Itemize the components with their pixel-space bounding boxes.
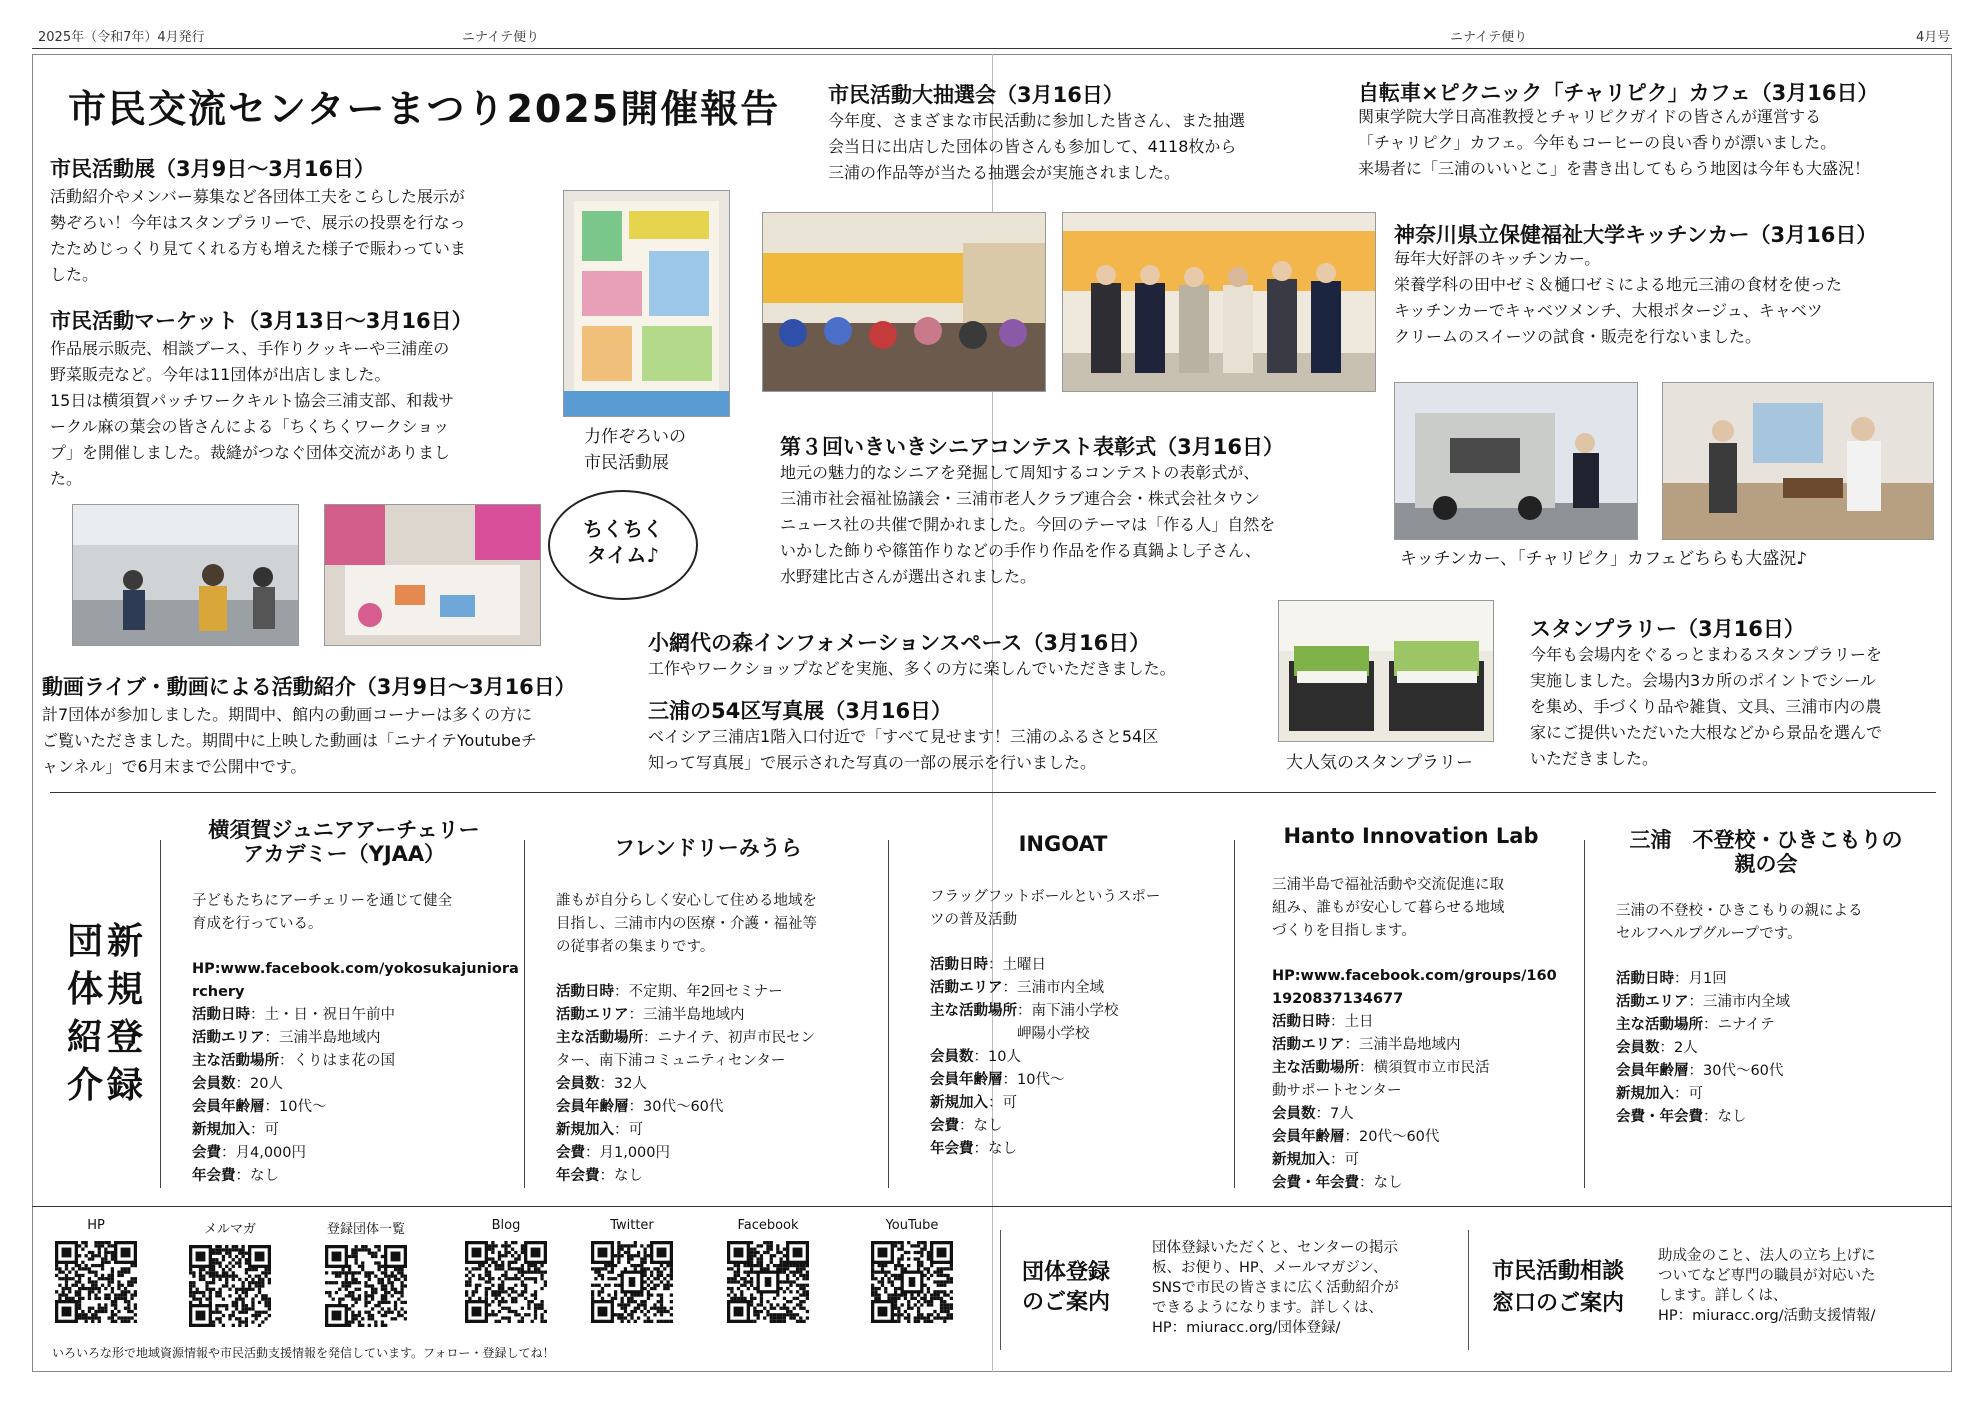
group-desc: フラッグフットボールというスポー ツの普及活動 [930,889,1161,928]
row-key: 会費 [556,1145,585,1161]
qr-item-facebook[interactable] [723,1218,813,1323]
row-val: ：月1,000円 [585,1145,671,1161]
group-divider-3 [888,840,889,1188]
row-val: ：20代〜60代 [1344,1129,1440,1145]
stamp-heading: スタンプラリー（3月16日） [1530,617,1805,641]
row-val: ：10人 [973,1049,1021,1065]
row-val: ：なし [1703,1109,1747,1125]
kitchen-body: 毎年大好評のキッチンカー。 栄養学科の田中ゼミ＆樋口ゼミによる地元三浦の食材を使った キッチンカーでキャベツメンチ、大根ポタージュ、キャベツ クリームのスイーツの試食・販売を行ないました。 [1394,249,1843,346]
register-guide-body: 団体登録いただくと、センターの掲示 板、お便り、HP、メールマガジン、 SNSで市民の皆さまに広く活動紹介が できるようになります。詳しくは、 HP：miuracc.org/団体登録/ [1152,1240,1399,1336]
group-desc: 誰もが自分らしく安心して住める地域を 目指し、三浦市内の医療・介護・福祉等 の従事者の集まりです。 [556,893,817,955]
qr-code-icon[interactable] [727,1241,809,1323]
market-photo-hall [72,504,299,646]
stamp-body: 今年も会場内をぐるっとまわるスタンプラリーを 実施しました。会場内3カ所のポイントでシール を集め、手づくり品や雑貨、文具、三浦市内の農 家にご提供いただいた大根などから景品を選んで いただきました。 [1530,645,1883,768]
group-hp: HP:www.facebook.com/groups/160 1920837134677 [1272,968,1557,1007]
group-name: 横須賀ジュニアアーチェリー アカデミー（YJAA） [208,818,480,866]
row-key: 活動エリア [1616,994,1689,1010]
row-val: ：三浦市内全域 [1688,994,1790,1010]
row-key: 会員年齢層 [930,1072,1003,1088]
group-name: Hanto Innovation Lab [1283,824,1539,848]
row-key: 主な活動場所 [1616,1017,1703,1033]
row-val: ：月1回 [1674,971,1727,987]
row-key: 会員年齢層 [192,1099,265,1115]
row-val: ：可 [1330,1152,1359,1168]
row-key: 会員数 [1272,1106,1316,1122]
exhibition-body: 活動紹介やメンバー募集など各団体工夫をこらした展示が 勢ぞろい！今年はスタンプラリーで、展示の投票を行なっ たためじっくり見てくれる方も増えた様子で賑わっていま した。 [50,187,466,284]
qr-label: Facebook [737,1218,799,1233]
kitchen-heading: 神奈川県立保健福祉大学キッチンカー（3月16日） [1394,223,1878,247]
charipic-cafe-photo [1662,382,1934,540]
row-val: ：ニナイテ [1703,1017,1775,1033]
qr-code-icon[interactable] [325,1245,407,1327]
row-key: 活動エリア [930,980,1003,996]
qr-label: 登録団体一覧 [326,1222,405,1237]
row-key: 新規加入 [930,1095,988,1111]
row-key: 活動エリア [556,1007,629,1023]
group-desc: 三浦半島で福祉活動や交流促進に取 組み、誰もが安心して暮らせる地域 づくりを目指します。 [1272,877,1505,939]
row-key: 新規加入 [1616,1086,1674,1102]
group-card-friendly-miura [536,836,880,1188]
issue-number: 4月号 [1916,30,1951,45]
row-key: 会員数 [192,1076,236,1092]
row-val: ：可 [250,1122,279,1138]
row-val: ：三浦半島地域内 [1344,1037,1461,1053]
newsletter-name-right: ニナイテ便り [1450,30,1528,45]
row-val: ：なし [973,1141,1017,1157]
charipic-body: 関東学院大学日高准教授とチャリピクガイドの皆さんが運営する 「チャリピク」カフェ。今年もコーヒーの良い香りが漂いました。 来場者に「三浦のいいとこ」を書き出してもらう地図は今年も大盛況！ [1358,107,1871,178]
row-val: ：10代〜 [1002,1072,1065,1088]
senior-award-photo [1062,212,1376,392]
row-key: 主な活動場所 [556,1030,643,1046]
row-val: ：土日 [1330,1014,1374,1030]
row-val: ：ニナイテ、初声市民セン ター、南下浦コミュニティセンター [556,1030,815,1069]
senior-body: 地元の魅力的なシニアを発掘して周知するコンテストの表彰式が、 三浦市社会福祉協議会・三浦市老人クラブ連合会・株式会社タウン ニュース社の共催で開かれました。今回のテーマは「作る人」自然を いかした飾りや篠笛作りなどの手作り作品を作る真鍋よし子さん、 水野建比古さんが選出されました。 [780,463,1276,586]
qr-item-twitter[interactable] [587,1218,677,1323]
row-val: ：なし [959,1118,1003,1134]
row-key: 会費・年会費 [1272,1175,1359,1191]
lottery-photo [762,212,1046,392]
row-val: ：横須賀市立市民活 動サポートセンター [1272,1060,1490,1099]
row-val: ：土曜日 [988,957,1046,973]
row-key: 活動エリア [1272,1037,1345,1053]
row-key: 新規加入 [1272,1152,1330,1168]
qr-label: HP [87,1218,105,1233]
page-title: 市民交流センターまつり2025開催報告 [68,87,781,131]
consult-guide-body: 助成金のこと、法人の立ち上げに ついてなど専門の職員が対応いた します。詳しくは、 HP：miuracc.org/活動支援情報/ [1658,1248,1876,1324]
row-key: 会員年齢層 [556,1099,629,1115]
market-body: 作品展示販売、相談ブース、手作りクッキーや三浦産の 野菜販売など。今年は11団体が出店しました。 15日は横須賀パッチワークキルト協会三浦支部、和裁サ ークル麻の葉会の皆さんによる「ちくちくワークショッ プ」を開催しました。裁縫がつなぐ団体交流がありまし た。 [50,339,455,488]
senior-heading: 第３回いきいきシニアコンテスト表彰式（3月16日） [780,435,1284,459]
row-val: ：土・日・祝日午前中 [250,1007,395,1023]
video-heading: 動画ライブ・動画による活動紹介（3月9日〜3月16日） [42,675,576,699]
lottery-body: 今年度、さまざまな市民活動に参加した皆さん、また抽選 会当日に出店した団体の皆さんも参加して、4118枚から 三浦の作品等が当たる抽選会が実施されました。 [828,111,1245,182]
row-key: 会員数 [930,1049,974,1065]
qr-code-icon[interactable] [465,1241,547,1323]
row-val: ：三浦半島地域内 [264,1030,381,1046]
row-key: 活動日時 [1616,971,1674,987]
group-name: フレンドリーみうら [614,836,802,860]
exhibition-caption: 力作ぞろいの 市民活動展 [584,427,686,473]
qr-item-blog[interactable] [461,1218,551,1323]
header-rule [32,48,1952,49]
row-val: ：不定期、年2回セミナー [614,984,783,1000]
row-key: 年会費 [192,1168,236,1184]
row-val: ：2人 [1659,1040,1698,1056]
qr-label: メルマガ [203,1222,256,1237]
row-val: ：くりはま花の国 [279,1053,395,1069]
group-divider-2 [524,840,525,1188]
stamp-rally-photo [1278,600,1494,742]
new-groups-label: 団新 体規 紹登 介録 [66,921,147,1106]
group-card-futoko-oya-no-kai [1596,828,1936,1129]
row-val: ：可 [614,1122,643,1138]
row-val: ：南下浦小学校 岬陽小学校 [1016,1003,1119,1042]
kitchen-car-photo [1394,382,1638,540]
qr-item-youtube[interactable] [867,1218,957,1323]
qr-code-icon[interactable] [55,1241,137,1323]
group-card-hanto-innovation-lab [1246,824,1576,1195]
row-key: 会費 [192,1145,221,1161]
row-key: 会員数 [556,1076,600,1092]
group-divider-4 [1234,840,1235,1188]
exhibition-heading: 市民活動展（3月9日〜3月16日） [50,157,376,181]
consult-guide-title: 市民活動相談 窓口のご案内 [1492,1259,1625,1316]
forest-body: 工作やワークショップなどを実施、多くの方に楽しんでいただきました。 [648,659,1176,678]
row-key: 活動日時 [1272,1014,1330,1030]
footer-divider-2 [1468,1230,1469,1350]
row-val: ：三浦市内全域 [1002,980,1104,996]
qr-code-icon[interactable] [189,1245,271,1327]
row-key: 活動日時 [192,1007,250,1023]
row-val: ：7人 [1315,1106,1354,1122]
follow-note: いろいろな形で地域資源情報や市民活動支援情報を発信しています。フォロー・登録してね！ [52,1346,555,1360]
issue-date: 2025年（令和7年）4月発行 [38,30,205,45]
photo54-heading: 三浦の54区写真展（3月16日） [648,699,953,723]
group-name: INGOAT [1018,832,1108,856]
row-key: 年会費 [556,1168,600,1184]
section-divider [50,792,1936,793]
row-key: 会員年齢層 [1616,1063,1689,1079]
row-val: ：30代〜60代 [628,1099,724,1115]
qr-label: YouTube [885,1218,939,1233]
qr-item-hp[interactable] [51,1218,141,1323]
row-key: 会員年齢層 [1272,1129,1345,1145]
row-val: ：可 [1674,1086,1703,1102]
qr-code-icon[interactable] [871,1241,953,1323]
qr-label: Blog [491,1218,521,1233]
qr-item-group-list[interactable] [321,1218,411,1327]
row-key: 年会費 [930,1141,974,1157]
register-guide-title: 団体登録 のご案内 [1022,1260,1111,1315]
row-val: ：10代〜 [264,1099,327,1115]
kitchen-caption: キッチンカー、「チャリピク」カフェどちらも大盛況♪ [1400,549,1808,569]
group-desc: 三浦の不登校・ひきこもりの親による セルフヘルプグループです。 [1616,903,1863,942]
row-val: ：三浦半島地域内 [628,1007,745,1023]
row-key: 新規加入 [556,1122,614,1138]
row-val: ：32人 [599,1076,647,1092]
qr-code-icon[interactable] [591,1241,673,1323]
row-key: 主な活動場所 [1272,1060,1359,1076]
group-name: 三浦 不登校・ひきこもりの 親の会 [1629,828,1903,876]
newsletter-name-left: ニナイテ便り [462,30,540,45]
row-key: 主な活動場所 [930,1003,1017,1019]
qr-item-mail-magazine[interactable] [185,1218,275,1327]
video-body: 計7団体が参加しました。期間中、館内の動画コーナーは多くの方に ご覧いただきました。期間中に上映した動画は「ニナイテYoutubeチ ャンネル」で6月末まで公開中です。 [42,705,537,776]
forest-heading: 小網代の森インフォメーションスペース（3月16日） [648,631,1151,655]
group-desc: 子どもたちにアーチェリーを通じて健全 育成を行っている。 [192,893,453,932]
row-key: 会費 [930,1118,959,1134]
row-val: ：20人 [235,1076,283,1092]
group-divider-1 [160,840,161,1188]
footer-divider-1 [1000,1230,1001,1350]
lottery-heading: 市民活動大抽選会（3月16日） [828,83,1124,107]
footer-rule [32,1206,1952,1207]
row-key: 会員数 [1616,1040,1660,1056]
group-card-yjaa [172,818,519,1188]
market-photo-workshop [324,504,541,646]
exhibition-photo [563,190,730,417]
group-card-ingoat [900,832,1226,1161]
row-key: 活動エリア [192,1030,265,1046]
group-divider-5 [1584,840,1585,1188]
row-val: ：なし [235,1168,279,1184]
row-val: ：月4,000円 [221,1145,307,1161]
charipic-heading: 自転車×ピクニック「チャリピク」カフェ（3月16日） [1358,81,1879,105]
stamp-rally-caption: 大人気のスタンプラリー [1286,753,1473,773]
row-key: 活動日時 [556,984,614,1000]
row-key: 新規加入 [192,1122,250,1138]
row-val: ：なし [599,1168,643,1184]
speech-bubble-text: ちくちく タイム♪ [583,517,663,567]
qr-code-row [52,1218,992,1338]
row-val: ：30代〜60代 [1688,1063,1784,1079]
qr-label: Twitter [610,1218,654,1233]
row-key: 会費・年会費 [1616,1109,1703,1125]
photo54-body: ベイシア三浦店1階入口付近で「すべて見せます！三浦のふるさと54区 知って写真展」で展示された写真の一部の展示を行いました。 [648,727,1159,772]
row-key: 主な活動場所 [192,1053,279,1069]
row-val: ：なし [1359,1175,1403,1191]
market-heading: 市民活動マーケット（3月13日〜3月16日） [50,309,473,333]
row-key: 活動日時 [930,957,988,973]
row-val: ：可 [988,1095,1017,1111]
group-hp: HP:www.facebook.com/yokosukajuniora rchery [192,961,519,1000]
